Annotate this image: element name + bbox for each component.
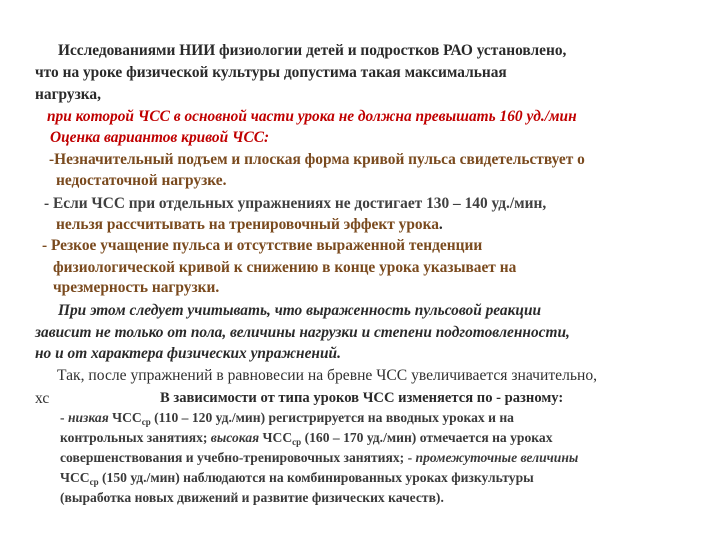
italic-line: но и от характера физических упражнений. [35,345,341,362]
list-text: контрольных занятиях; [60,430,211,445]
variant-3-line: физиологической кривой к снижению в конце урока указывает на [53,259,517,276]
list-term: низкая [67,410,109,425]
list-text: ЧСС [60,470,90,485]
list-text: ЧСС [108,410,142,425]
italic-line: При этом следует учитывать, что выраженность пульсовой реакции [58,302,542,319]
variant-3-line: чрезмерность нагрузки. [53,279,220,296]
list-sub: ср [89,477,99,487]
red-italic-heading: Оценка вариантов кривой ЧСС: [50,129,270,146]
text-line: Исследованиями НИИ физиологии детей и подростков РАО установлено, [58,42,567,59]
text-line: нагрузка, [35,86,101,103]
list-row [60,448,578,468]
list-sub: ср [292,437,302,447]
plain-line: Так, после упражнений в равновесии на бревне ЧСС увеличивается значительно, [57,367,598,384]
list-text: (110 – 120 уд./мин) регистрируется на вводных уроках и на [150,410,514,425]
variant-3-line: - Резкое учащение пульса и отсутствие выраженной тенденции [42,237,483,254]
text-line: что на уроке физической культуры допустима такая максимальная [35,64,507,81]
list-text: (160 – 170 уд./мин) отмечается на уроках [301,430,553,445]
list-row: (выработка новых движений и развитие физических качеств). [60,490,444,505]
plain-line-fragment: хс [35,390,50,407]
variant-1-line: -Незначительный подъем и плоская форма кривой пульса свидетельствует о [49,151,585,168]
variant-2-period: . [438,216,443,233]
list-text: (150 уд./мин) наблюдаются на комбинированных уроках физкультуры [98,470,534,485]
overlay-heading: В зависимости от типа уроков ЧСС изменяется по - разному: [160,390,564,406]
variant-2-line: - Если ЧСС при отдельных упражнениях не достигает 130 – 140 уд./мин, [44,195,547,212]
list-term: высокая [210,430,260,445]
list-term: промежуточные величины [415,450,579,465]
variant-2-line [56,215,443,234]
list-text: совершенствования и учебно-тренировочных занятиях; - [60,450,416,465]
italic-line: зависит не только от пола, величины нагрузки и степени подготовленности, [35,324,570,341]
list-text: ЧСС [259,430,293,445]
variant-1-line: недостаточной нагрузке. [56,172,227,189]
red-italic-line: при которой ЧСС в основной части урока не должна превышать 160 уд./мин [47,108,577,125]
list-sub: ср [141,417,151,427]
list-dash: - [60,410,68,425]
variant-2-text: нельзя рассчитывать на тренировочный эффект урока [56,216,439,233]
